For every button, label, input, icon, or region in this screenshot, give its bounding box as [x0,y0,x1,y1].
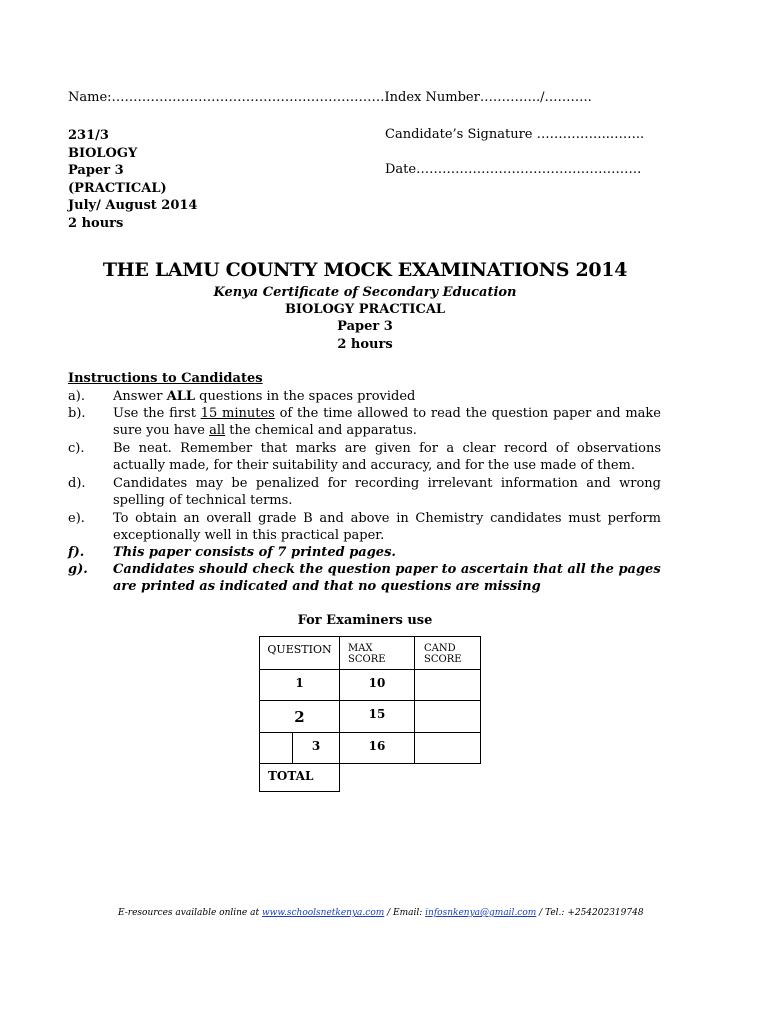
table-header-row [260,637,481,670]
website-link[interactable]: www.schoolsnetkenya.com [261,908,385,918]
cand-score-cell[interactable] [415,670,481,701]
total-label: TOTAL [260,764,340,792]
instruction-label: b). [68,406,86,421]
exam-paper: Paper 3 [337,319,393,334]
max-score: 15 [340,701,415,733]
blank-cell [340,764,415,792]
examiners-heading: For Examiners use [297,613,433,628]
paper-info [68,127,197,232]
instruction-label: d). [68,476,86,491]
exam-title: THE LAMU COUNTY MOCK EXAMINATIONS 2014 [102,259,628,281]
name-index-line: Name:………………………………………………………Index Number…………../……….. [68,90,592,105]
blank-cell [415,764,481,792]
paper-date: July/ August 2014 [68,198,198,213]
date-line: Date……………………………………………. [385,162,642,177]
paper-subject: BIOLOGY [68,145,138,161]
instructions-heading: Instructions to Candidates [68,371,263,386]
paper-code: 231/3 [68,128,109,143]
exam-subject: BIOLOGY PRACTICAL [284,302,446,317]
cand-score-cell[interactable] [415,701,481,733]
emphasis-all: ALL [166,389,195,404]
candidate-signature-line: Candidate’s Signature ……………..…….. [385,127,645,142]
question-number: 1 [260,670,340,701]
empty-subcell [260,733,293,764]
examiners-table [259,636,481,792]
col-question-header: QUESTION [260,637,340,670]
col-cand-score-header: CAND SCORE [415,637,481,670]
max-score: 16 [340,733,415,764]
instruction-label: g). [68,562,88,577]
col-max-score-header: MAX SCORE [340,637,415,670]
question-number: 2 [260,701,340,733]
instruction-label: a). [68,389,85,404]
footer: E-resources available online at www.schoolsnetkenya.com / Email: infosnkenya@gmail.com / Tel.: +254202319748 [118,908,644,918]
total-row [260,764,481,792]
email-link[interactable]: infosnkenya@gmail.com [425,908,537,918]
instruction-label: c). [68,441,85,456]
exam-duration: 2 hours [337,337,393,352]
paper-number: Paper 3 [68,163,124,178]
table-row [260,701,481,733]
table-row [260,733,481,764]
instruction-label: e). [68,511,85,526]
paper-duration: 2 hours [68,215,124,231]
table-row [260,670,481,701]
exam-subtitle: Kenya Certificate of Secondary Education [213,285,517,300]
max-score: 10 [340,670,415,701]
paper-type: (PRACTICAL) [68,180,167,196]
instruction-label: f). [68,545,85,560]
cand-score-cell[interactable] [415,733,481,764]
question-number: 3 [293,733,340,764]
